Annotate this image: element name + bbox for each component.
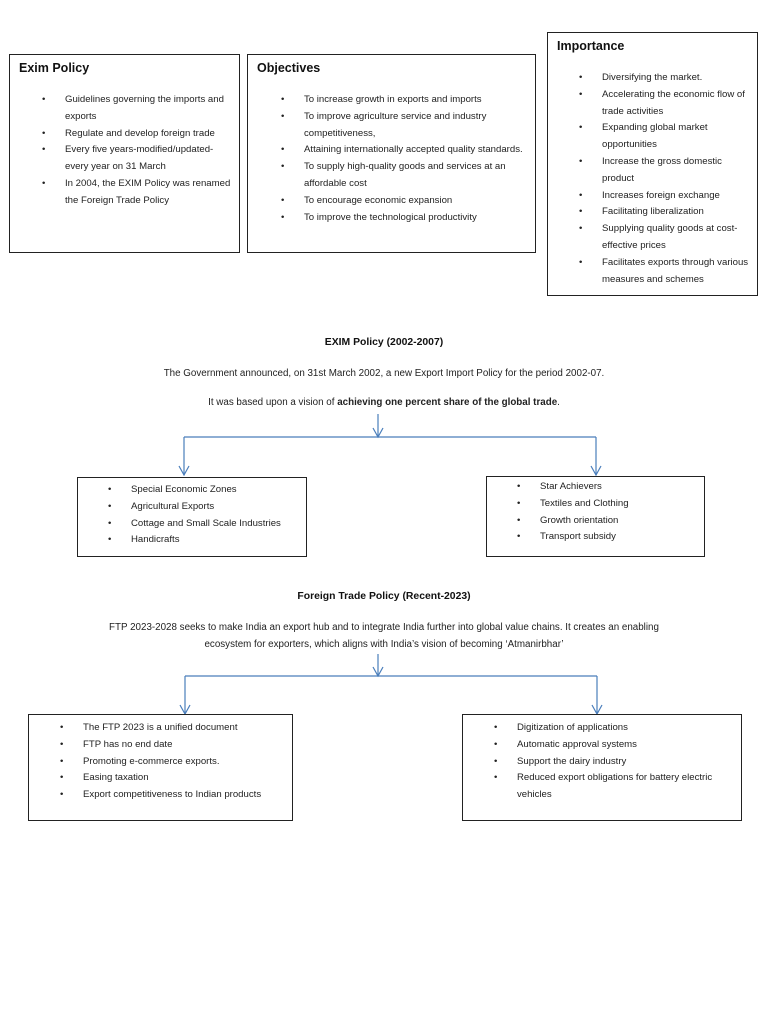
list-item: • Agricultural Exports — [131, 499, 303, 516]
objectives-title: Objectives — [257, 61, 321, 75]
list-item: • To improve agriculture service and industry competitiveness, — [304, 109, 532, 143]
list-item: • To encourage economic expansion — [304, 193, 532, 210]
list-item: • Every five years-modified/updated-every year on 31 March — [65, 142, 235, 176]
ftp-2023-right-box — [462, 714, 742, 821]
list-item: • Increases foreign exchange — [602, 188, 754, 205]
ftp-2023-title: Foreign Trade Policy (Recent-2023) — [297, 591, 471, 602]
ftp-2023-line1: FTP 2023-2028 seeks to make India an export hub and to integrate India further into global value chains. It creates an enabling — [109, 622, 659, 633]
list-item: • Transport subsidy — [540, 529, 700, 546]
list-item: • Automatic approval systems — [517, 737, 739, 754]
list-item: • Increase the gross domestic product — [602, 154, 754, 188]
list-item: • In 2004, the EXIM Policy was renamed the Foreign Trade Policy — [65, 176, 235, 210]
exim-2002-title: EXIM Policy (2002-2007) — [324, 337, 444, 348]
list-item: • Promoting e-commerce exports. — [83, 754, 288, 771]
list-item: • Diversifying the market. — [602, 70, 754, 87]
list-item: • FTP has no end date — [83, 737, 288, 754]
list-item: • Growth orientation — [540, 513, 700, 530]
list-item: • To increase growth in exports and imports — [304, 92, 532, 109]
list-item: • Attaining internationally accepted quality standards. — [304, 142, 532, 159]
exim-2002-line2-bold: achieving one percent share of the global trade — [337, 397, 558, 408]
exim-policy-title: Exim Policy — [19, 61, 90, 75]
list-item: • Easing taxation — [83, 770, 288, 787]
list-item: • Star Achievers — [540, 479, 700, 496]
exim-2002-line2-prefix: It was based upon a vision of — [208, 397, 338, 408]
list-item: • Export competitiveness to Indian products — [83, 787, 288, 804]
exim-2002-line1: The Government announced, on 31st March 2002, a new Export Import Policy for the period 2002-07. — [163, 368, 605, 379]
list-item: • To supply high-quality goods and services at an affordable cost — [304, 159, 532, 193]
ftp-2023-right-list — [517, 720, 739, 804]
list-item: • Facilitating liberalization — [602, 204, 754, 221]
list-item: • Handicrafts — [131, 532, 303, 549]
importance-title: Importance — [557, 39, 625, 53]
list-item: • Support the dairy industry — [517, 754, 739, 771]
exim-2002-left-list — [131, 482, 303, 549]
exim-2002-right-list — [540, 479, 700, 546]
exim-2002-left-box — [77, 477, 307, 557]
list-item: • Accelerating the economic flow of trade activities — [602, 87, 754, 121]
list-item: • Cottage and Small Scale Industries — [131, 516, 303, 533]
list-item: • Supplying quality goods at cost-effective prices — [602, 221, 754, 255]
list-item: • Expanding global market opportunities — [602, 120, 754, 154]
list-item: • Textiles and Clothing — [540, 496, 700, 513]
exim-2002-right-box — [486, 476, 705, 557]
ftp-2023-line2: ecosystem for exporters, which aligns with India’s vision of becoming ‘Atmanirbhar’ — [204, 639, 564, 650]
list-item: • To improve the technological productivity — [304, 210, 532, 227]
list-item: • Regulate and develop foreign trade — [65, 126, 235, 143]
exim-2002-line2-suffix: . — [557, 397, 560, 408]
ftp-2023-left-box — [28, 714, 293, 821]
list-item: • Reduced export obligations for battery electric vehicles — [517, 770, 739, 804]
list-item: • The FTP 2023 is a unified document — [83, 720, 288, 737]
list-item: • Special Economic Zones — [131, 482, 303, 499]
ftp-2023-left-list — [83, 720, 288, 804]
list-item: • Facilitates exports through various measures and schemes — [602, 255, 754, 289]
list-item: • Guidelines governing the imports and exports — [65, 92, 235, 126]
list-item: • Digitization of applications — [517, 720, 739, 737]
